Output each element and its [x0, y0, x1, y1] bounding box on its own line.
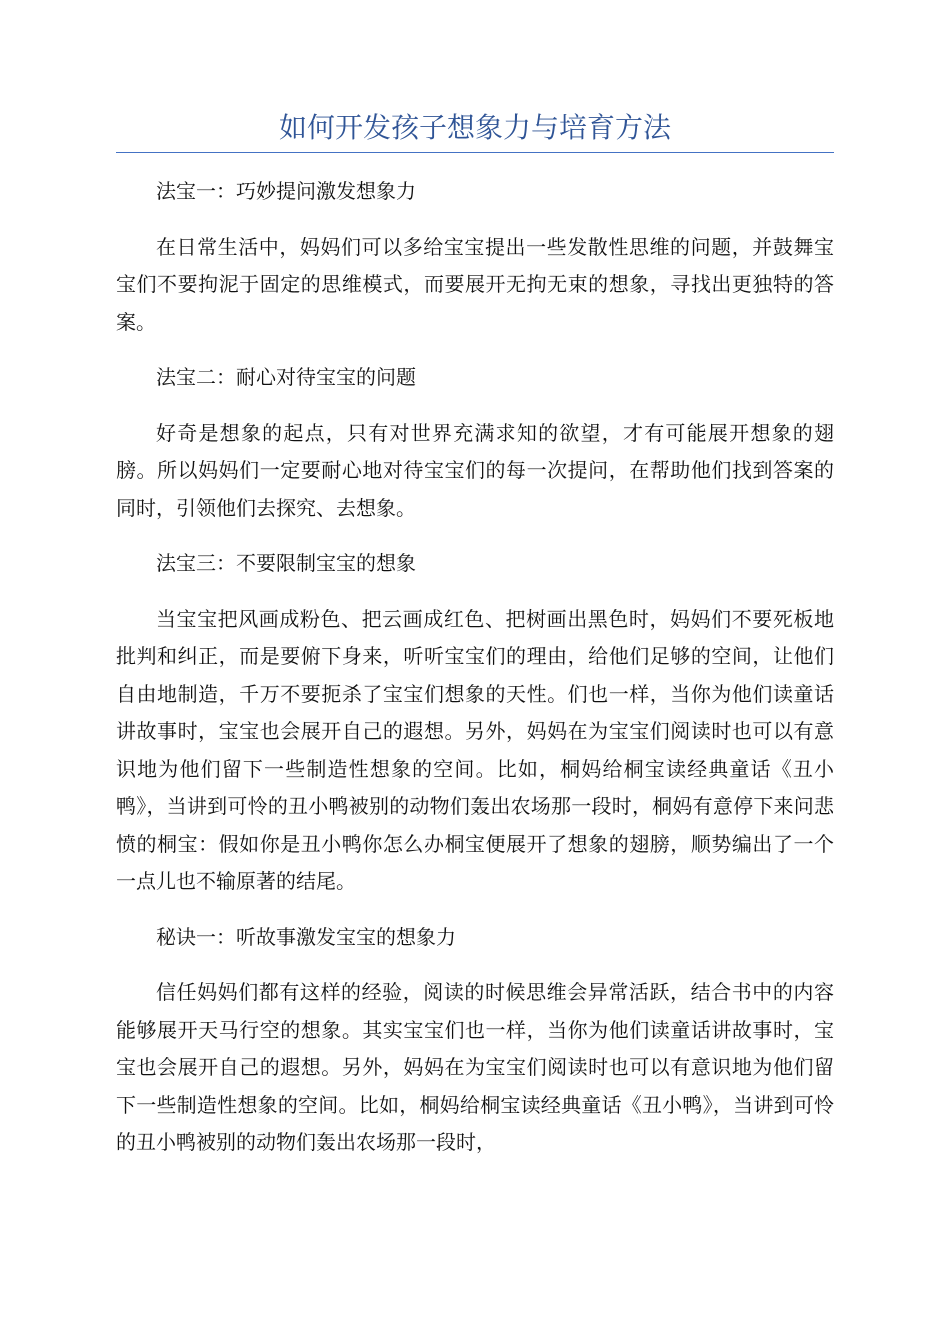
paragraph-4: 信任妈妈们都有这样的经验，阅读的时候思维会异常活跃，结合书中的内容能够展开天马行空的想象。其实宝宝们也一样，当你为他们读童话讲故事时，宝宝也会展开自己的遐想。另外，妈妈在为宝宝们阅读时也可以有意识地为他们留下一些制造性想象的空间。比如，桐妈给桐宝读经典童话《丑小鸭》，当讲到可怜的丑小鸭被别的动物们轰出农场那一段时， [116, 980, 834, 1154]
paragraph-3: 当宝宝把风画成粉色、把云画成红色、把树画出黑色时，妈妈们不要死板地批判和纠正，而是要俯下身来，听听宝宝们的理由，给他们足够的空间，让他们自由地制造，千万不要扼杀了宝宝们想象的天性。们也一样，当你为他们读童话讲故事时，宝宝也会展开自己的遐想。另外，妈妈在为宝宝们阅读时也可以有意识地为他们留下一些制造性想象的空间。比如，桐妈给桐宝读经典童话《丑小鸭》，当讲到可怜的丑小鸭被别的动物们轰出农场那一段时，桐妈有意停下来问悲愤的桐宝：假如你是丑小鸭你怎么办桐宝便展开了想象的翅膀，顺势编出了一个一点儿也不输原著的结尾。 [116, 606, 834, 893]
document-title: 如何开发孩子想象力与培育方法 [278, 111, 671, 144]
section-heading-2: 法宝二：耐心对待宝宝的问题 [156, 365, 416, 389]
title-underline [116, 152, 834, 153]
document-body [116, 173, 834, 1162]
section-heading-4: 秘诀一：听故事激发宝宝的想象力 [156, 924, 456, 949]
paragraph-1: 在日常生活中，妈妈们可以多给宝宝提出一些发散性思维的问题，并鼓舞宝宝们不要拘泥于固定的思维模式，而要展开无拘无束的想象，寻找出更独特的答案。 [116, 234, 834, 334]
section-heading-1: 法宝一：巧妙提问激发想象力 [156, 179, 416, 203]
section-heading-3: 法宝三：不要限制宝宝的想象 [156, 551, 416, 575]
document-page [116, 108, 834, 1180]
paragraph-2: 好奇是想象的起点，只有对世界充满求知的欲望，才有可能展开想象的翅膀。所以妈妈们一定要耐心地对待宝宝们的每一次提问，在帮助他们找到答案的同时，引领他们去探究、去想象。 [116, 420, 834, 520]
